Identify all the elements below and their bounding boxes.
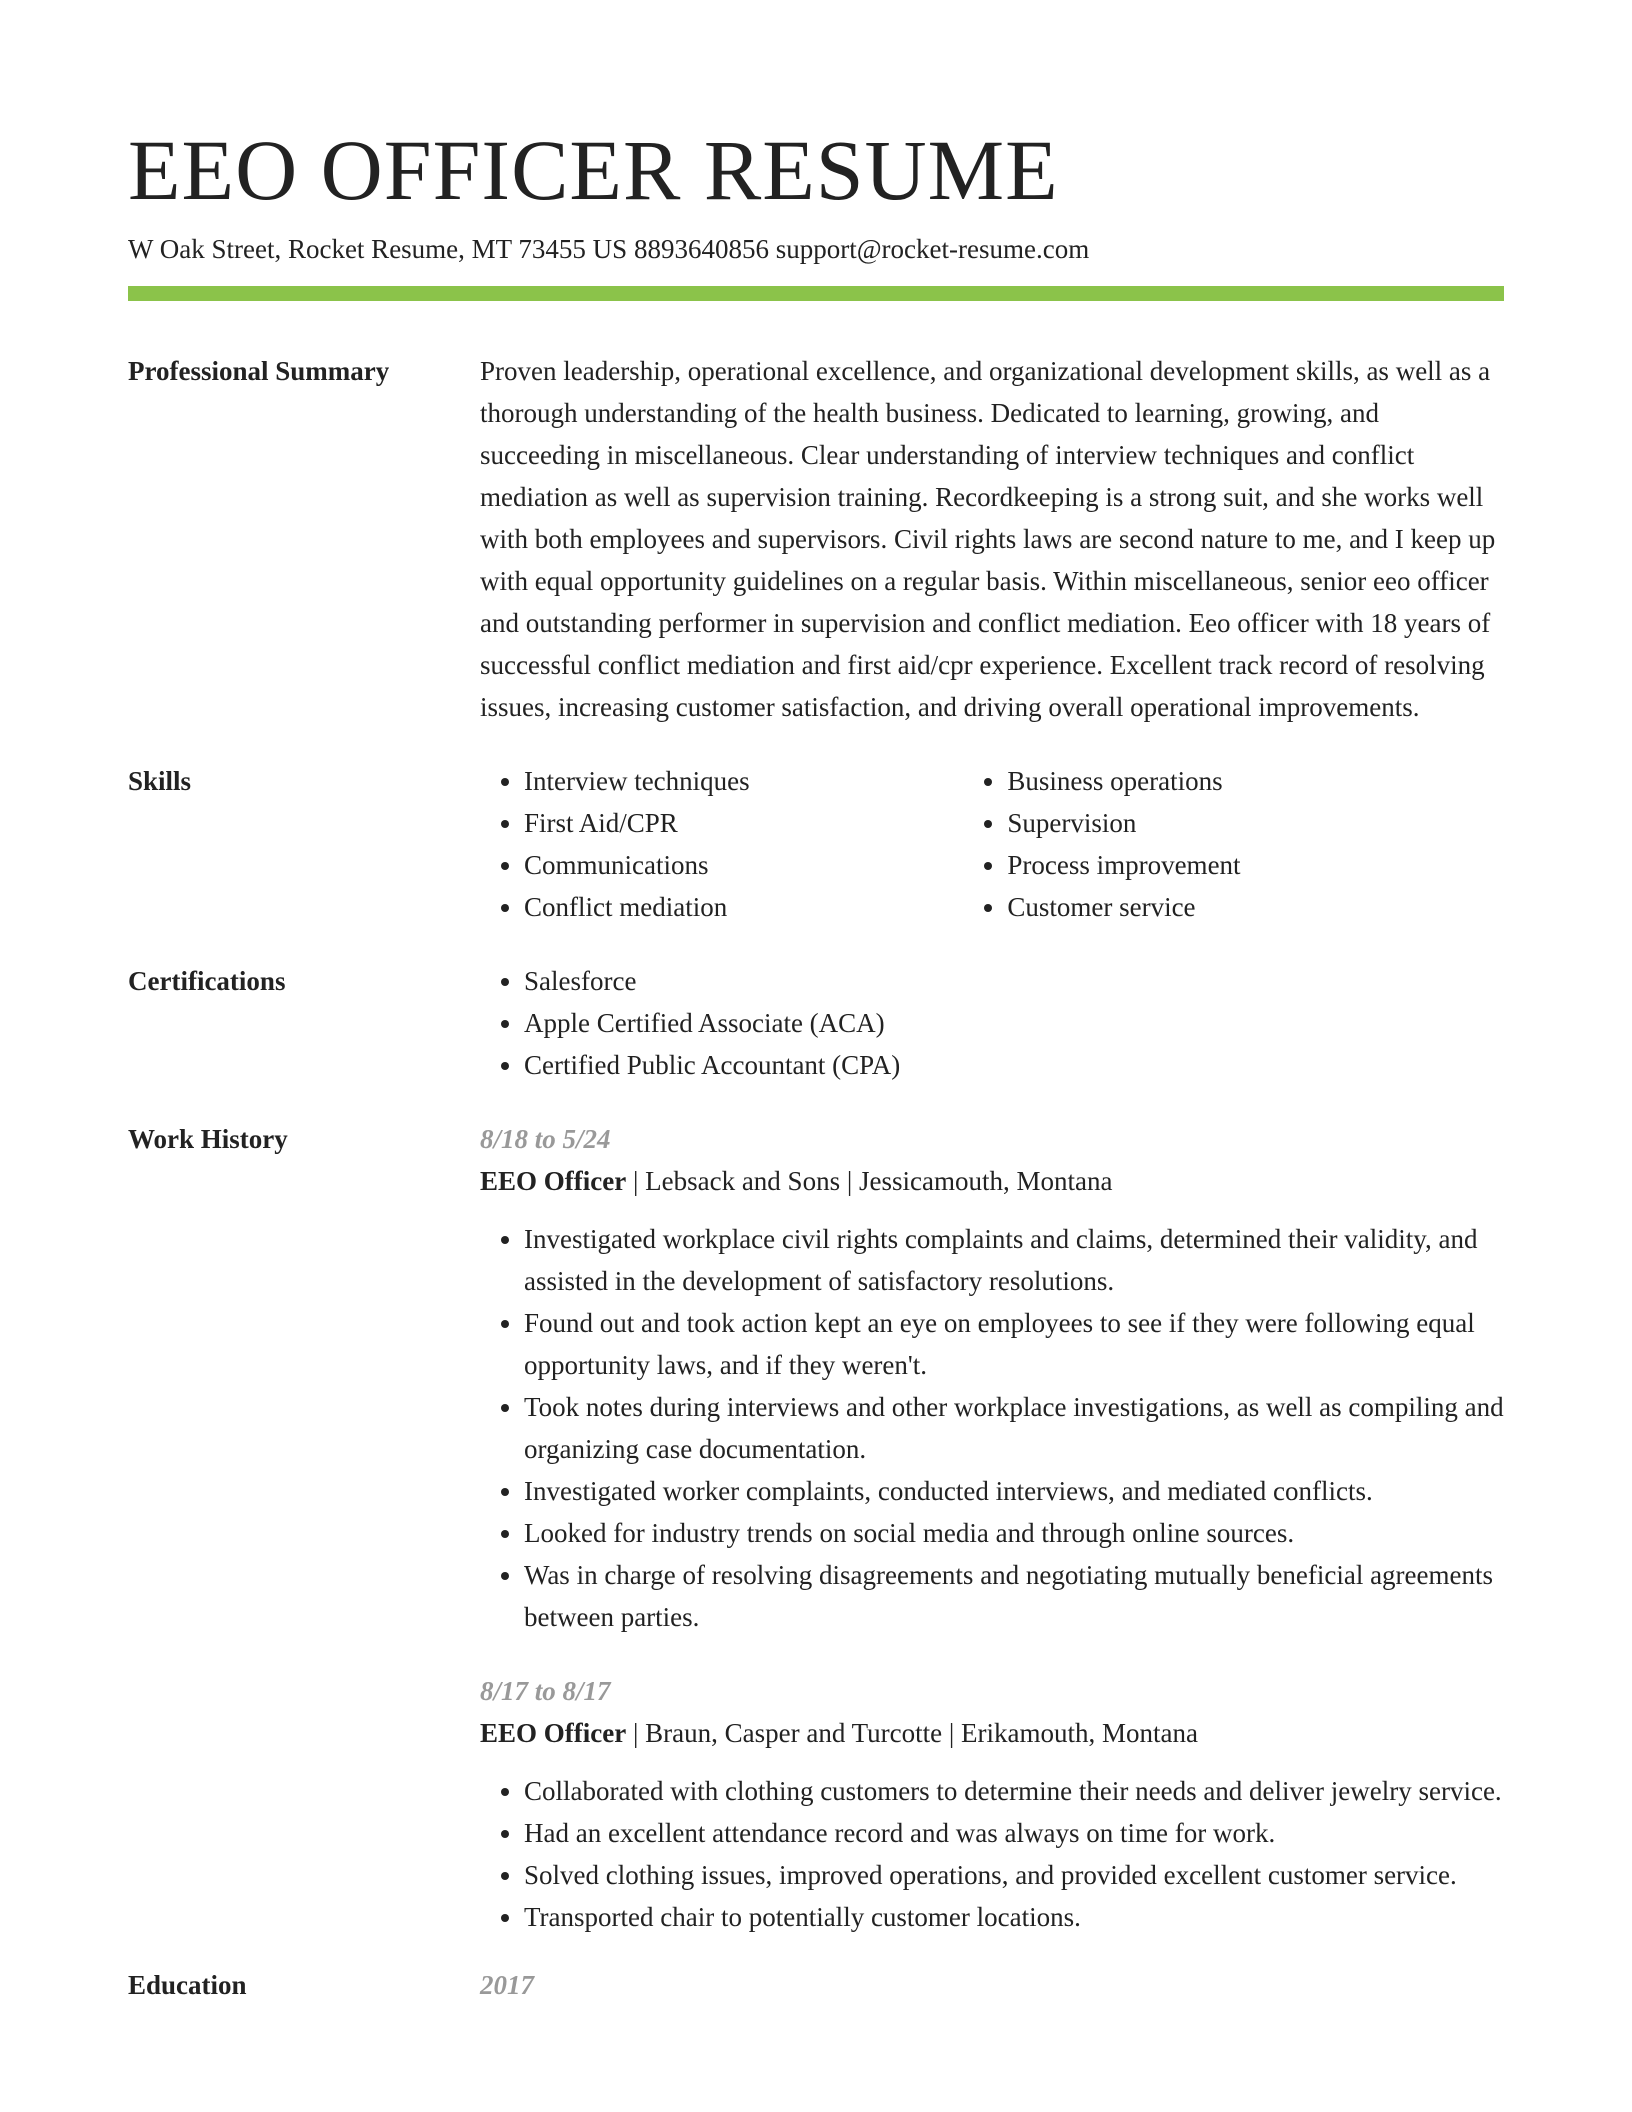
- accent-rule: [128, 286, 1504, 301]
- job-entry: [480, 1118, 1504, 1638]
- job-bullet: • Solved clothing issues, improved operations, and provided excellent customer service.: [524, 1854, 1504, 1896]
- section-label-education: Education: [128, 1970, 247, 2000]
- summary-section: [128, 350, 1504, 728]
- certifications-list: [480, 960, 1504, 1086]
- job-bullet: • Had an excellent attendance record and was always on time for work.: [524, 1812, 1504, 1854]
- skill-item: • Process improvement: [1007, 844, 1504, 886]
- job-bullets: [480, 1218, 1504, 1638]
- contact-line: W Oak Street, Rocket Resume, MT 73455 US 8893640856 support@rocket-resume.com: [128, 234, 1090, 264]
- certifications-section: [128, 960, 1504, 1086]
- skills-section: [128, 760, 1504, 928]
- section-label-certifications: Certifications: [128, 966, 286, 996]
- job-title: EEO Officer: [480, 1166, 627, 1196]
- job-dates: 8/17 to 8/17: [480, 1676, 611, 1706]
- certification-item: • Apple Certified Associate (ACA): [524, 1002, 1504, 1044]
- certification-item: • Salesforce: [524, 960, 1504, 1002]
- resume-sections: [128, 350, 1504, 2006]
- job-bullet: • Looked for industry trends on social media and through online sources.: [524, 1512, 1504, 1554]
- job-bullets: [480, 1770, 1504, 1938]
- resume-title: EEO OFFICER RESUME: [128, 122, 1059, 218]
- education-year: 2017: [480, 1970, 534, 2000]
- skills-list-left: [480, 760, 963, 928]
- section-label-work-history: Work History: [128, 1124, 288, 1154]
- section-label-skills: Skills: [128, 766, 192, 796]
- job-details: | Lebsack and Sons | Jessicamouth, Montana: [626, 1166, 1113, 1196]
- job-bullet: • Transported chair to potentially customer locations.: [524, 1896, 1504, 1938]
- job-bullet: • Investigated worker complaints, conducted interviews, and mediated conflicts.: [524, 1470, 1504, 1512]
- job-bullet: • Was in charge of resolving disagreements and negotiating mutually beneficial agreements between parties.: [524, 1554, 1504, 1638]
- skill-item: • Supervision: [1007, 802, 1504, 844]
- job-details: | Braun, Casper and Turcotte | Erikamouth, Montana: [626, 1718, 1198, 1748]
- section-label-summary: Professional Summary: [128, 356, 390, 386]
- skill-item: • Business operations: [1007, 760, 1504, 802]
- skill-item: • Customer service: [1007, 886, 1504, 928]
- work-history-section: [128, 1118, 1504, 1938]
- job-bullet: • Investigated workplace civil rights complaints and claims, determined their validity, and assisted in the development of satisfactory resolutions.: [524, 1218, 1504, 1302]
- skill-item: • Conflict mediation: [524, 886, 963, 928]
- skill-item: • Interview techniques: [524, 760, 963, 802]
- summary-text: Proven leadership, operational excellence, and organizational development skills, as well as a thorough understanding of the health business. Dedicated to learning, growing, and succeeding in miscellaneous. Clear understanding of interview techniques and conflict mediation as well as supervision training. Recordkeeping is a strong suit, and she works well with both employees and supervisors. Civil rights laws are second nature to me, and I keep up with equal opportunity guidelines on a regular basis. Within miscellaneous, senior eeo officer and outstanding performer in supervision and conflict mediation. Eeo officer with 18 years of successful conflict mediation and first aid/cpr experience. Excellent track record of resolving issues, increasing customer satisfaction, and driving overall operational improvements.: [480, 356, 1496, 722]
- skills-list-right: [963, 760, 1504, 928]
- job-entry: [480, 1670, 1504, 1938]
- education-section: [128, 1964, 1504, 2006]
- job-bullet: • Took notes during interviews and other workplace investigations, as well as compiling and organizing case documentation.: [524, 1386, 1504, 1470]
- job-heading: [480, 1160, 1504, 1202]
- job-title: EEO Officer: [480, 1718, 627, 1748]
- certification-item: • Certified Public Accountant (CPA): [524, 1044, 1504, 1086]
- job-bullet: • Collaborated with clothing customers to determine their needs and deliver jewelry service.: [524, 1770, 1504, 1812]
- job-dates: 8/18 to 5/24: [480, 1124, 611, 1154]
- skill-item: • First Aid/CPR: [524, 802, 963, 844]
- job-heading: [480, 1712, 1504, 1754]
- skill-item: • Communications: [524, 844, 963, 886]
- job-bullet: • Found out and took action kept an eye on employees to see if they were following equal opportunity laws, and if they weren't.: [524, 1302, 1504, 1386]
